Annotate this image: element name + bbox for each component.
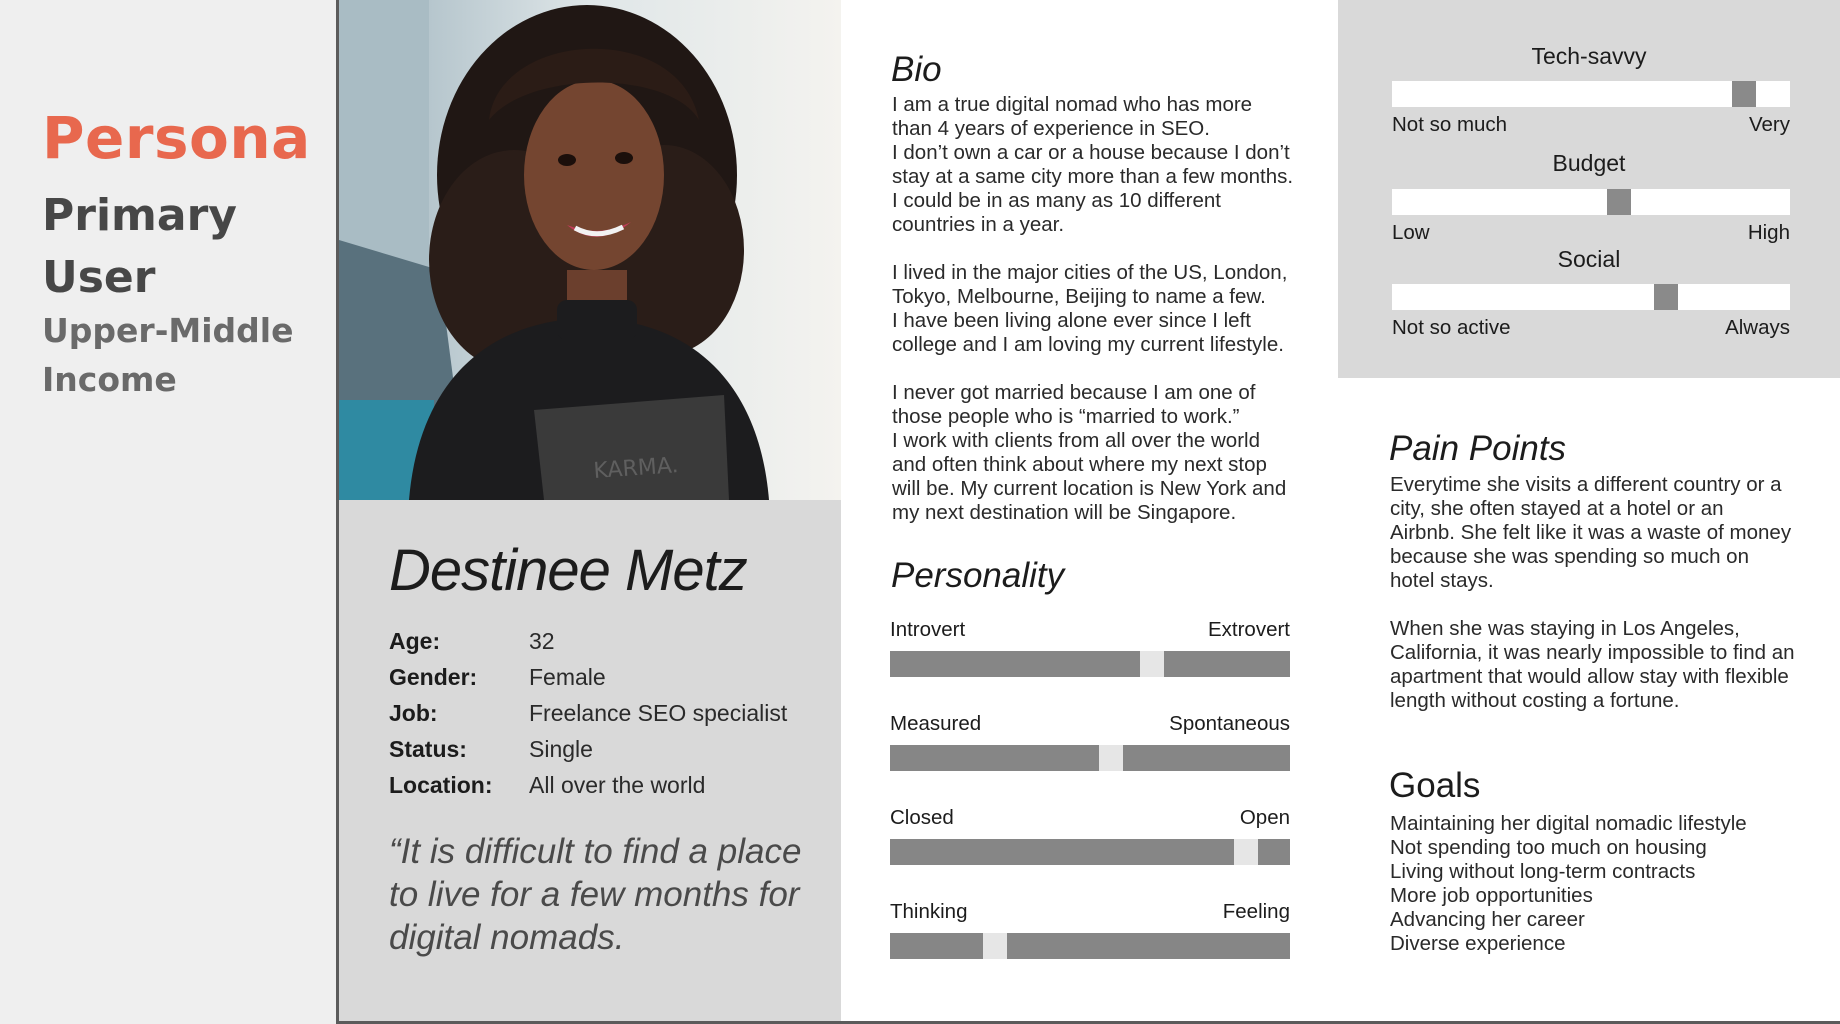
info-value: Female — [529, 664, 606, 690]
trait-left-label: Introvert — [890, 618, 966, 641]
trait-measured-spontaneous — [890, 712, 1290, 772]
user-type-line: Primary — [42, 190, 237, 241]
pain-point-line: California, it was nearly impossible to find an — [1390, 641, 1795, 664]
bio-paragraph — [892, 261, 1312, 357]
income-line: Income — [42, 360, 177, 399]
persona-user-type — [42, 185, 322, 309]
persona-name: Destinee Metz — [389, 538, 747, 603]
scale-marker — [1732, 81, 1756, 107]
goal-item: Not spending too much on housing — [1390, 836, 1707, 859]
bio-line: I could be in as many as 10 different — [892, 189, 1221, 212]
scale-bar — [1392, 81, 1790, 107]
goals-list — [1390, 812, 1747, 956]
scale-left-label: Not so active — [1392, 316, 1511, 339]
quote-line: to live for a few months for — [389, 875, 800, 914]
scale-left-label: Low — [1392, 221, 1430, 244]
scale-left-label: Not so much — [1392, 113, 1508, 136]
info-label: Gender: — [389, 664, 478, 690]
quote-line: digital nomads. — [389, 918, 625, 957]
info-value: Single — [529, 736, 593, 762]
goal-item: Advancing her career — [1390, 908, 1585, 931]
bio-line: and often think about where my next stop — [892, 453, 1267, 476]
trait-right-label: Extrovert — [1207, 618, 1290, 641]
bio-line: I don’t own a car or a house because I don’t — [892, 141, 1290, 164]
info-label: Location: — [389, 772, 493, 798]
collar-shape — [557, 300, 637, 340]
info-label: Status: — [389, 736, 467, 762]
scale-marker — [1654, 284, 1678, 310]
info-label: Job: — [389, 700, 438, 726]
trait-right-label: Open — [1239, 806, 1290, 829]
bio-line: college and I am loving my current lifestyle. — [892, 333, 1284, 356]
persona-photo — [339, 0, 841, 500]
bio-title: Bio — [891, 50, 942, 89]
pain-point-line: Airbnb. She felt like it was a waste of money — [1390, 521, 1792, 544]
bio-line: than 4 years of experience in SEO. — [892, 117, 1210, 140]
bio-line: those people who is “married to work.” — [892, 405, 1240, 428]
pain-point-paragraph — [1390, 473, 1830, 593]
pain-point-line: because she was spending so much on — [1390, 545, 1749, 568]
scale-bar — [1392, 284, 1790, 310]
goal-item: More job opportunities — [1390, 884, 1593, 907]
info-label: Age: — [389, 628, 441, 654]
pain-points-text — [1390, 473, 1830, 737]
bio-paragraph — [892, 93, 1312, 237]
pain-points-title: Pain Points — [1389, 429, 1567, 468]
pain-point-paragraph — [1390, 617, 1830, 713]
personality-title: Personality — [891, 556, 1065, 595]
bio-line: will be. My current location is New York and — [892, 477, 1287, 500]
trait-introvert-extrovert — [890, 618, 1290, 678]
trait-closed-open — [890, 806, 1290, 866]
bio-line: I have been living alone ever since I left — [892, 309, 1251, 332]
pain-point-line: hotel stays. — [1390, 569, 1494, 592]
trait-right-label: Spontaneous — [1169, 712, 1290, 735]
quote-line: “It is difficult to find a place — [389, 832, 802, 871]
bio-line: I am a true digital nomad who has more — [892, 93, 1253, 116]
pain-point-line: city, she often stayed at a hotel or an — [1390, 497, 1724, 520]
goals-title: Goals — [1389, 766, 1481, 805]
trait-marker — [1140, 651, 1164, 677]
scale-right-label: Always — [1725, 316, 1790, 339]
trait-marker — [1099, 745, 1123, 771]
trait-left-label: Thinking — [890, 900, 968, 923]
scale-title: Budget — [1552, 150, 1626, 176]
bio-paragraph — [892, 381, 1312, 525]
left-eye-shape — [558, 154, 576, 166]
trait-bar — [890, 745, 1290, 771]
user-type-line: User — [42, 252, 156, 303]
trait-bar — [890, 839, 1290, 865]
pain-point-line: length without costing a fortune. — [1390, 689, 1680, 712]
trait-bar — [890, 933, 1290, 959]
goal-item: Living without long-term contracts — [1390, 860, 1696, 883]
scale-title: Social — [1557, 246, 1621, 272]
info-value: All over the world — [529, 772, 706, 798]
face-shape — [524, 80, 664, 270]
bio-line: stay at a same city more than a few months. — [892, 165, 1294, 188]
bio-line: countries in a year. — [892, 213, 1065, 236]
trait-bar — [890, 651, 1290, 677]
persona-title: Persona — [42, 104, 311, 172]
profile-panel — [339, 500, 841, 1021]
scale-bar — [1392, 189, 1790, 215]
bio-line: I lived in the major cities of the US, London, — [892, 261, 1288, 284]
scale-right-label: High — [1747, 221, 1790, 244]
attribute-scales-panel — [1338, 0, 1840, 378]
pain-point-line: apartment that would allow stay with flexible — [1390, 665, 1789, 688]
shirt-patch-shape — [534, 395, 729, 500]
goal-item: Diverse experience — [1390, 932, 1566, 955]
bio-text — [892, 93, 1312, 549]
trait-right-label: Feeling — [1222, 900, 1290, 923]
shirt-text: KARMA. — [592, 453, 680, 484]
trait-left-label: Closed — [890, 806, 954, 829]
trait-marker — [1234, 839, 1258, 865]
bio-line: my next destination will be Singapore. — [892, 501, 1237, 524]
scale-right-label: Very — [1748, 113, 1790, 136]
bio-line: I never got married because I am one of — [892, 381, 1256, 404]
info-value: 32 — [529, 628, 555, 654]
pain-point-line: When she was staying in Los Angeles, — [1390, 617, 1740, 640]
pain-point-line: Everytime she visits a different country or a — [1390, 473, 1782, 496]
scale-marker — [1607, 189, 1631, 215]
bio-line: I work with clients from all over the world — [892, 429, 1260, 452]
portrait-image — [339, 0, 841, 500]
persona-quote — [389, 830, 809, 959]
trait-marker — [983, 933, 1007, 959]
goal-item: Maintaining her digital nomadic lifestyle — [1390, 812, 1747, 835]
persona-income — [42, 306, 332, 404]
bio-line: Tokyo, Melbourne, Beijing to name a few. — [892, 285, 1266, 308]
right-eye-shape — [615, 152, 633, 164]
info-value: Freelance SEO specialist — [529, 700, 788, 726]
scale-title: Tech-savvy — [1531, 43, 1647, 69]
trait-left-label: Measured — [890, 712, 982, 735]
income-line: Upper-Middle — [42, 311, 294, 350]
trait-thinking-feeling — [890, 900, 1290, 960]
